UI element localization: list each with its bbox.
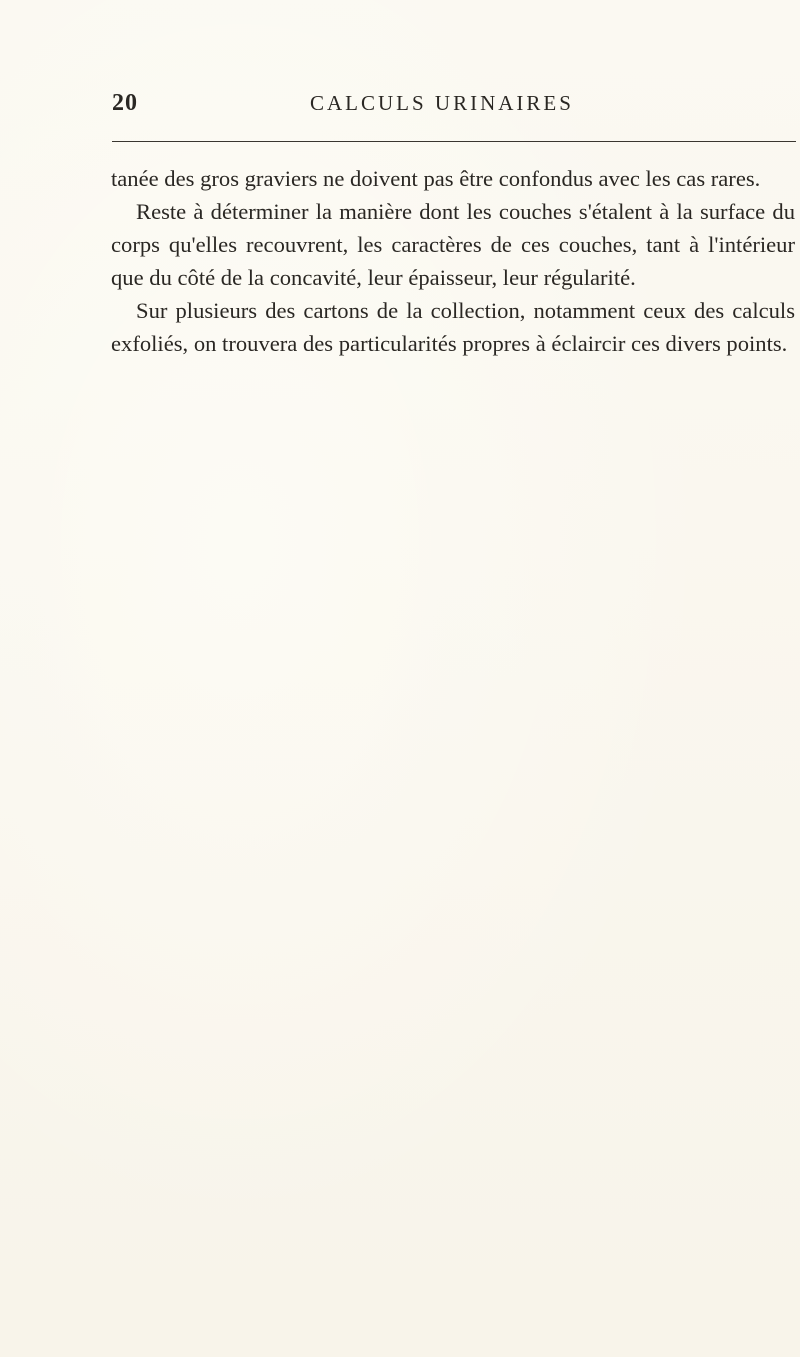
- body-text: [111, 163, 795, 360]
- paragraph-continuation: tanée des gros graviers ne doivent pas être confondus avec les cas rares.: [111, 166, 761, 191]
- page-number: 20: [112, 90, 138, 116]
- paragraph: Sur plusieurs des cartons de la collection, notamment ceux des calculs exfoliés, on trouvera des particularités propres à éclaircir ces divers points.: [111, 297, 795, 356]
- page-header: [112, 90, 672, 126]
- paragraph: Reste à déterminer la manière dont les couches s'étalent à la surface du corps qu'elles recouvrent, les caractères de ces couches, tant à l'intérieur que du côté de la concavité, leur épaisseur, leur régularité.: [111, 198, 795, 290]
- running-title: CALCULS URINAIRES: [310, 91, 574, 115]
- header-rule: [112, 141, 796, 142]
